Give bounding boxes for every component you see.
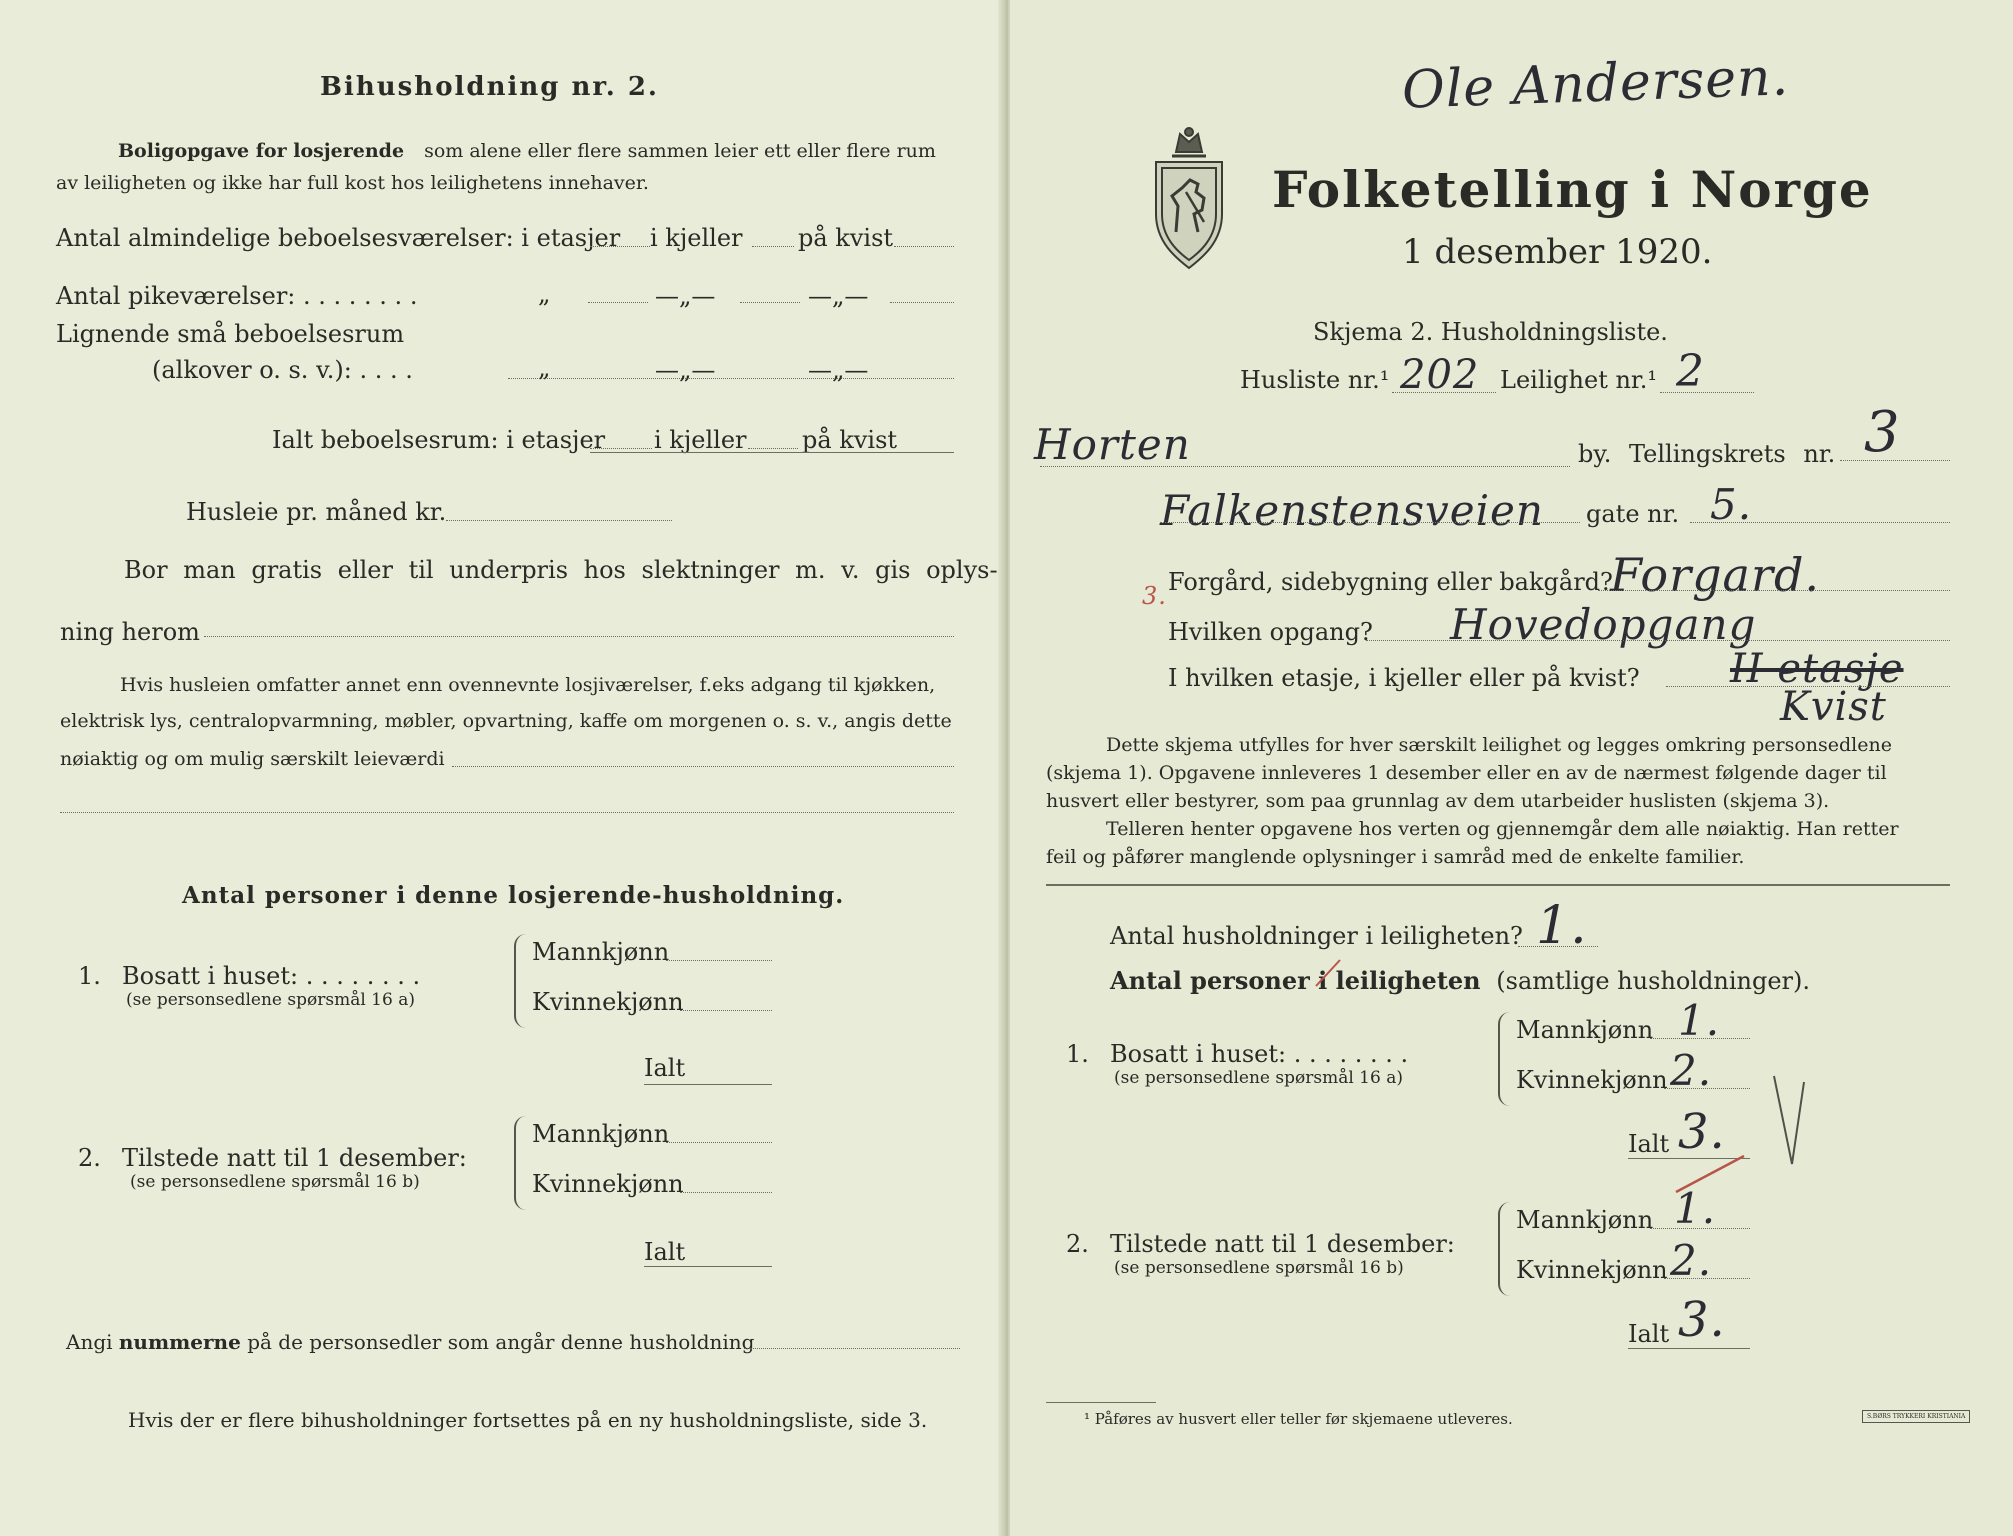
intro-line-1 [118, 140, 936, 162]
maid-rooms-ditto-2: —„— [655, 282, 716, 310]
left-footer: Hvis der er flere bihusholdninger fortsettes på en ny husholdningsliste, side 3. [128, 1408, 928, 1432]
total-rooms-underline [590, 452, 954, 453]
households-value: 1. [1536, 896, 1588, 956]
left-title: Bihusholdning nr. 2. [320, 72, 659, 102]
right-q2-mann-line [1650, 1228, 1750, 1229]
right-q2-sub: (se personsedlene spørsmål 16 b) [1114, 1258, 1404, 1278]
instructions-rule [1046, 884, 1950, 886]
angi-c: på de personsedler som angår denne husholdning [247, 1330, 755, 1354]
gratis-line [204, 636, 954, 637]
total-rooms-etasjer-line [590, 448, 652, 449]
rooms-etasjer-line [590, 246, 650, 247]
footnote-rule [1046, 1402, 1156, 1403]
right-q2-ialt-label: Ialt [1628, 1320, 1670, 1348]
etasje-line [1666, 686, 1950, 687]
instructions-line-3: husvert eller bestyrer, som paa grunnlag av dem utarbeider huslisten (skjema 3). [1046, 790, 1830, 812]
note-line-1: Hvis husleien omfatter annet enn ovennevnte losjiværelser, f.eks adgang til kjøkken, [120, 674, 936, 696]
red-mark: 3. [1142, 582, 1167, 610]
by-krets-label: by. Tellingskrets nr. [1578, 440, 1836, 468]
gratis-line-2: ning herom [60, 618, 200, 646]
left-q2-number: 2. [78, 1144, 101, 1172]
left-q1-ialt-line [644, 1084, 772, 1085]
form-title: Folketelling i Norge [1272, 160, 1873, 219]
krets-line [1840, 460, 1950, 461]
gate-line [1690, 522, 1950, 523]
gate-label: gate nr. [1586, 500, 1680, 528]
left-q1-kvinne-line [680, 1010, 772, 1011]
husliste-value: 202 [1400, 352, 1480, 398]
maid-rooms-line-3 [890, 302, 954, 303]
gratis-line-1: Bor man gratis eller til underpris hos slektninger m. v. gis oplys- [124, 556, 998, 584]
forgard-value: Forgard. [1610, 548, 1821, 602]
persons-heading-rest: (samtlige husholdninger). [1496, 967, 1811, 995]
schema-label: Skjema 2. Husholdningsliste. [1313, 318, 1668, 346]
intro-line-2: av leiligheten og ikke har full kost hos leilighetens innehaver. [56, 172, 649, 194]
maid-rooms-label: Antal pikeværelser: . . . . . . . . [56, 282, 418, 310]
instructions-line-1: Dette skjema utfylles for hver særskilt leilighet og legges omkring personsedlene [1106, 734, 1892, 756]
right-q1-kvinne-label: Kvinnekjønn [1516, 1066, 1668, 1094]
right-q2-ialt-line [1628, 1348, 1750, 1349]
small-rooms-ditto-3: —„— [808, 356, 869, 384]
street-line [1160, 522, 1580, 523]
left-q2-mann-line [666, 1142, 772, 1143]
maid-rooms-line-1 [588, 302, 648, 303]
rooms-kjeller-label: i kjeller [650, 224, 743, 252]
handwritten-name: Ole Andersen. [1401, 47, 1790, 121]
leilighet-label: Leilighet nr.¹ [1500, 366, 1658, 394]
maid-rooms-line-2 [740, 302, 800, 303]
right-q1-mann-label: Mannkjønn [1516, 1016, 1654, 1044]
maid-rooms-ditto-3: —„— [808, 282, 869, 310]
angi-line [66, 1330, 754, 1354]
footnote: ¹ Påføres av husvert eller teller før skjemaene utleveres. [1084, 1410, 1513, 1428]
printer-mark: S.BØRS TRYKKERI KRISTIANIA [1862, 1410, 1970, 1423]
note-extra-line [60, 812, 954, 813]
left-q1-brace [514, 934, 526, 1028]
left-q2-kvinne-label: Kvinnekjønn [532, 1170, 684, 1198]
angi-b: nummerne [118, 1330, 241, 1354]
left-q1-mann-line [666, 960, 772, 961]
left-q1-sub: (se personsedlene spørsmål 16 a) [126, 990, 415, 1010]
leilighet-line [1660, 392, 1754, 393]
instructions-line-4: Telleren henter opgavene hos verten og gjennemgår dem alle nøiaktig. Han retter [1106, 818, 1899, 840]
form-date: 1 desember 1920. [1402, 232, 1713, 272]
gate-value: 5. [1710, 480, 1753, 529]
right-q1-number: 1. [1066, 1040, 1089, 1068]
left-q1-label: Bosatt i huset: . . . . . . . . [122, 962, 421, 990]
households-label: Antal husholdninger i leiligheten? [1110, 922, 1523, 950]
total-rooms-kvist-label: på kvist [802, 426, 898, 454]
right-q2-ialt-value: 3. [1678, 1292, 1726, 1348]
etasje-value: Kvist [1780, 684, 1887, 730]
left-q1-kvinne-label: Kvinnekjønn [532, 988, 684, 1016]
right-q2-mann-label: Mannkjønn [1516, 1206, 1654, 1234]
city-value: Horten [1034, 420, 1191, 469]
left-q1-number: 1. [78, 962, 101, 990]
city-line [1040, 466, 1570, 467]
street-value: Falkenstensveien [1160, 486, 1544, 535]
norway-coat-of-arms-icon [1146, 122, 1232, 272]
left-page [0, 0, 1005, 1536]
rent-line [446, 520, 672, 521]
right-q2-kvinne-line [1664, 1278, 1750, 1279]
left-q2-kvinne-line [680, 1192, 772, 1193]
maid-rooms-ditto-1: „ [538, 280, 551, 308]
opgang-value: Hovedopgang [1450, 600, 1757, 649]
etasje-label: I hvilken etasje, i kjeller eller på kvist? [1168, 664, 1640, 692]
left-q1-mann-label: Mannkjønn [532, 938, 670, 966]
right-q1-brace [1498, 1012, 1510, 1106]
small-rooms-label-2: (alkover o. s. v.): . . . . [152, 356, 413, 384]
rooms-kvist-line [894, 246, 954, 247]
rooms-kvist-label: på kvist [798, 224, 894, 252]
right-q1-mann-value: 1. [1678, 996, 1721, 1045]
small-rooms-line [508, 378, 954, 379]
persons-heading-bold: Antal personer i leiligheten [1110, 966, 1481, 995]
instructions-line-2: (skjema 1). Opgavene innleveres 1 desember eller en av de nærmest følgende dager til [1046, 762, 1887, 784]
right-q1-label: Bosatt i huset: . . . . . . . . [1110, 1040, 1409, 1068]
red-tick-icon [1310, 954, 1350, 994]
opgang-label: Hvilken opgang? [1168, 618, 1373, 646]
angi-number-line [744, 1348, 960, 1349]
right-page [1010, 0, 2013, 1536]
total-rooms-label: Ialt beboelsesrum: i etasjer [272, 426, 606, 454]
rooms-kjeller-line [752, 246, 794, 247]
right-q2-label: Tilstede natt til 1 desember: [1110, 1230, 1455, 1258]
etasje-value-struck: II etasje [1730, 646, 1904, 692]
right-q2-kvinne-label: Kvinnekjønn [1516, 1256, 1668, 1284]
note-line-3: nøiaktig og om mulig særskilt leieværdi [60, 748, 445, 770]
total-rooms-kjeller-label: i kjeller [654, 426, 747, 454]
intro-bold: Boligopgave for losjerende [118, 140, 405, 162]
left-persons-heading: Antal personer i denne losjerende-husholdning. [182, 882, 845, 909]
persons-heading [1110, 966, 1810, 995]
forgard-line [1598, 590, 1950, 591]
right-q1-ialt-label: Ialt [1628, 1130, 1670, 1158]
small-rooms-ditto-2: —„— [655, 356, 716, 384]
rooms-ordinary-label: Antal almindelige beboelsesværelser: i etasjer [56, 224, 621, 252]
left-q1-ialt-label: Ialt [644, 1054, 686, 1082]
instructions-line-5: feil og påfører manglende oplysninger i samråd med de enkelte familier. [1046, 846, 1745, 868]
right-q1-ialt-value: 3. [1678, 1104, 1726, 1160]
leilighet-value: 2 [1676, 346, 1705, 397]
small-rooms-ditto-1: „ [538, 354, 551, 382]
right-q1-kvinne-line [1664, 1088, 1750, 1089]
right-q2-mann-value: 1. [1674, 1184, 1717, 1233]
right-q1-sub: (se personsedlene spørsmål 16 a) [1114, 1068, 1403, 1088]
left-q2-label: Tilstede natt til 1 desember: [122, 1144, 467, 1172]
left-q2-brace [514, 1116, 526, 1210]
rent-label: Husleie pr. måned kr. [186, 498, 447, 526]
husliste-label: Husliste nr.¹ [1240, 366, 1390, 394]
left-q2-ialt-line [644, 1266, 772, 1267]
opgang-line [1366, 640, 1950, 641]
forgard-label: Forgård, sidebygning eller bakgård? [1168, 568, 1613, 596]
left-q2-mann-label: Mannkjønn [532, 1120, 670, 1148]
intro-rest-1: som alene eller flere sammen leier ett eller flere rum [424, 140, 936, 162]
husliste-line [1392, 392, 1496, 393]
checkmark-icon [1770, 1070, 1810, 1170]
left-q2-sub: (se personsedlene spørsmål 16 b) [130, 1172, 420, 1192]
right-q2-brace [1498, 1202, 1510, 1296]
right-q1-kvinne-value: 2. [1670, 1046, 1713, 1095]
total-rooms-kjeller-line [748, 448, 798, 449]
krets-value: 3 [1864, 400, 1901, 465]
right-q1-mann-line [1650, 1038, 1750, 1039]
angi-a: Angi [66, 1330, 113, 1354]
right-q2-kvinne-value: 2. [1670, 1236, 1713, 1285]
small-rooms-label-1: Lignende små beboelsesrum [56, 320, 405, 348]
left-q2-ialt-label: Ialt [644, 1238, 686, 1266]
right-q2-number: 2. [1066, 1230, 1089, 1258]
note-line-2: elektrisk lys, centralopvarmning, møbler, opvartning, kaffe om morgenen o. s. v., angis dette [60, 710, 952, 732]
note-line [452, 766, 954, 767]
households-line [1518, 946, 1598, 947]
